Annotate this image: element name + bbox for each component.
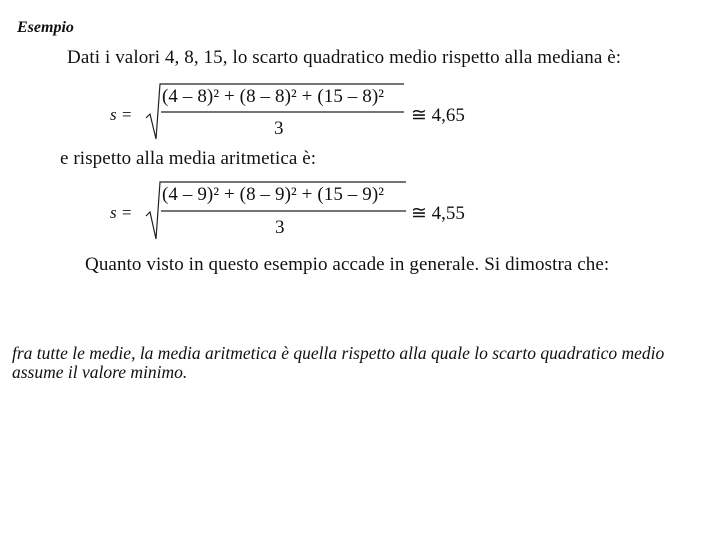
formula1-lhs: s =	[110, 105, 133, 124]
theorem-statement: fra tutte le medie, la media aritmetica è quella rispetto alla quale lo scarto quadratico medio assume il valore minimo.	[12, 343, 665, 382]
formula1-numerator: (4 – 8)² + (8 – 8)² + (15 – 8)²	[162, 86, 385, 107]
general-line: Quanto visto in questo esempio accade in generale. Si dimostra che:	[85, 254, 610, 275]
intro-line: Dati i valori 4, 8, 15, lo scarto quadratico medio rispetto alla mediana è:	[67, 47, 622, 68]
example-heading: Esempio	[17, 19, 74, 36]
formula1-result: ≅ 4,65	[411, 105, 465, 126]
formula1-denominator: 3	[274, 118, 284, 139]
formula2-denominator: 3	[275, 217, 285, 238]
formula2-lhs: s =	[110, 203, 133, 222]
formula2-result: ≅ 4,55	[411, 203, 465, 224]
formula2-numerator: (4 – 9)² + (8 – 9)² + (15 – 9)²	[162, 184, 385, 205]
middle-line: e rispetto alla media aritmetica è:	[60, 148, 317, 169]
